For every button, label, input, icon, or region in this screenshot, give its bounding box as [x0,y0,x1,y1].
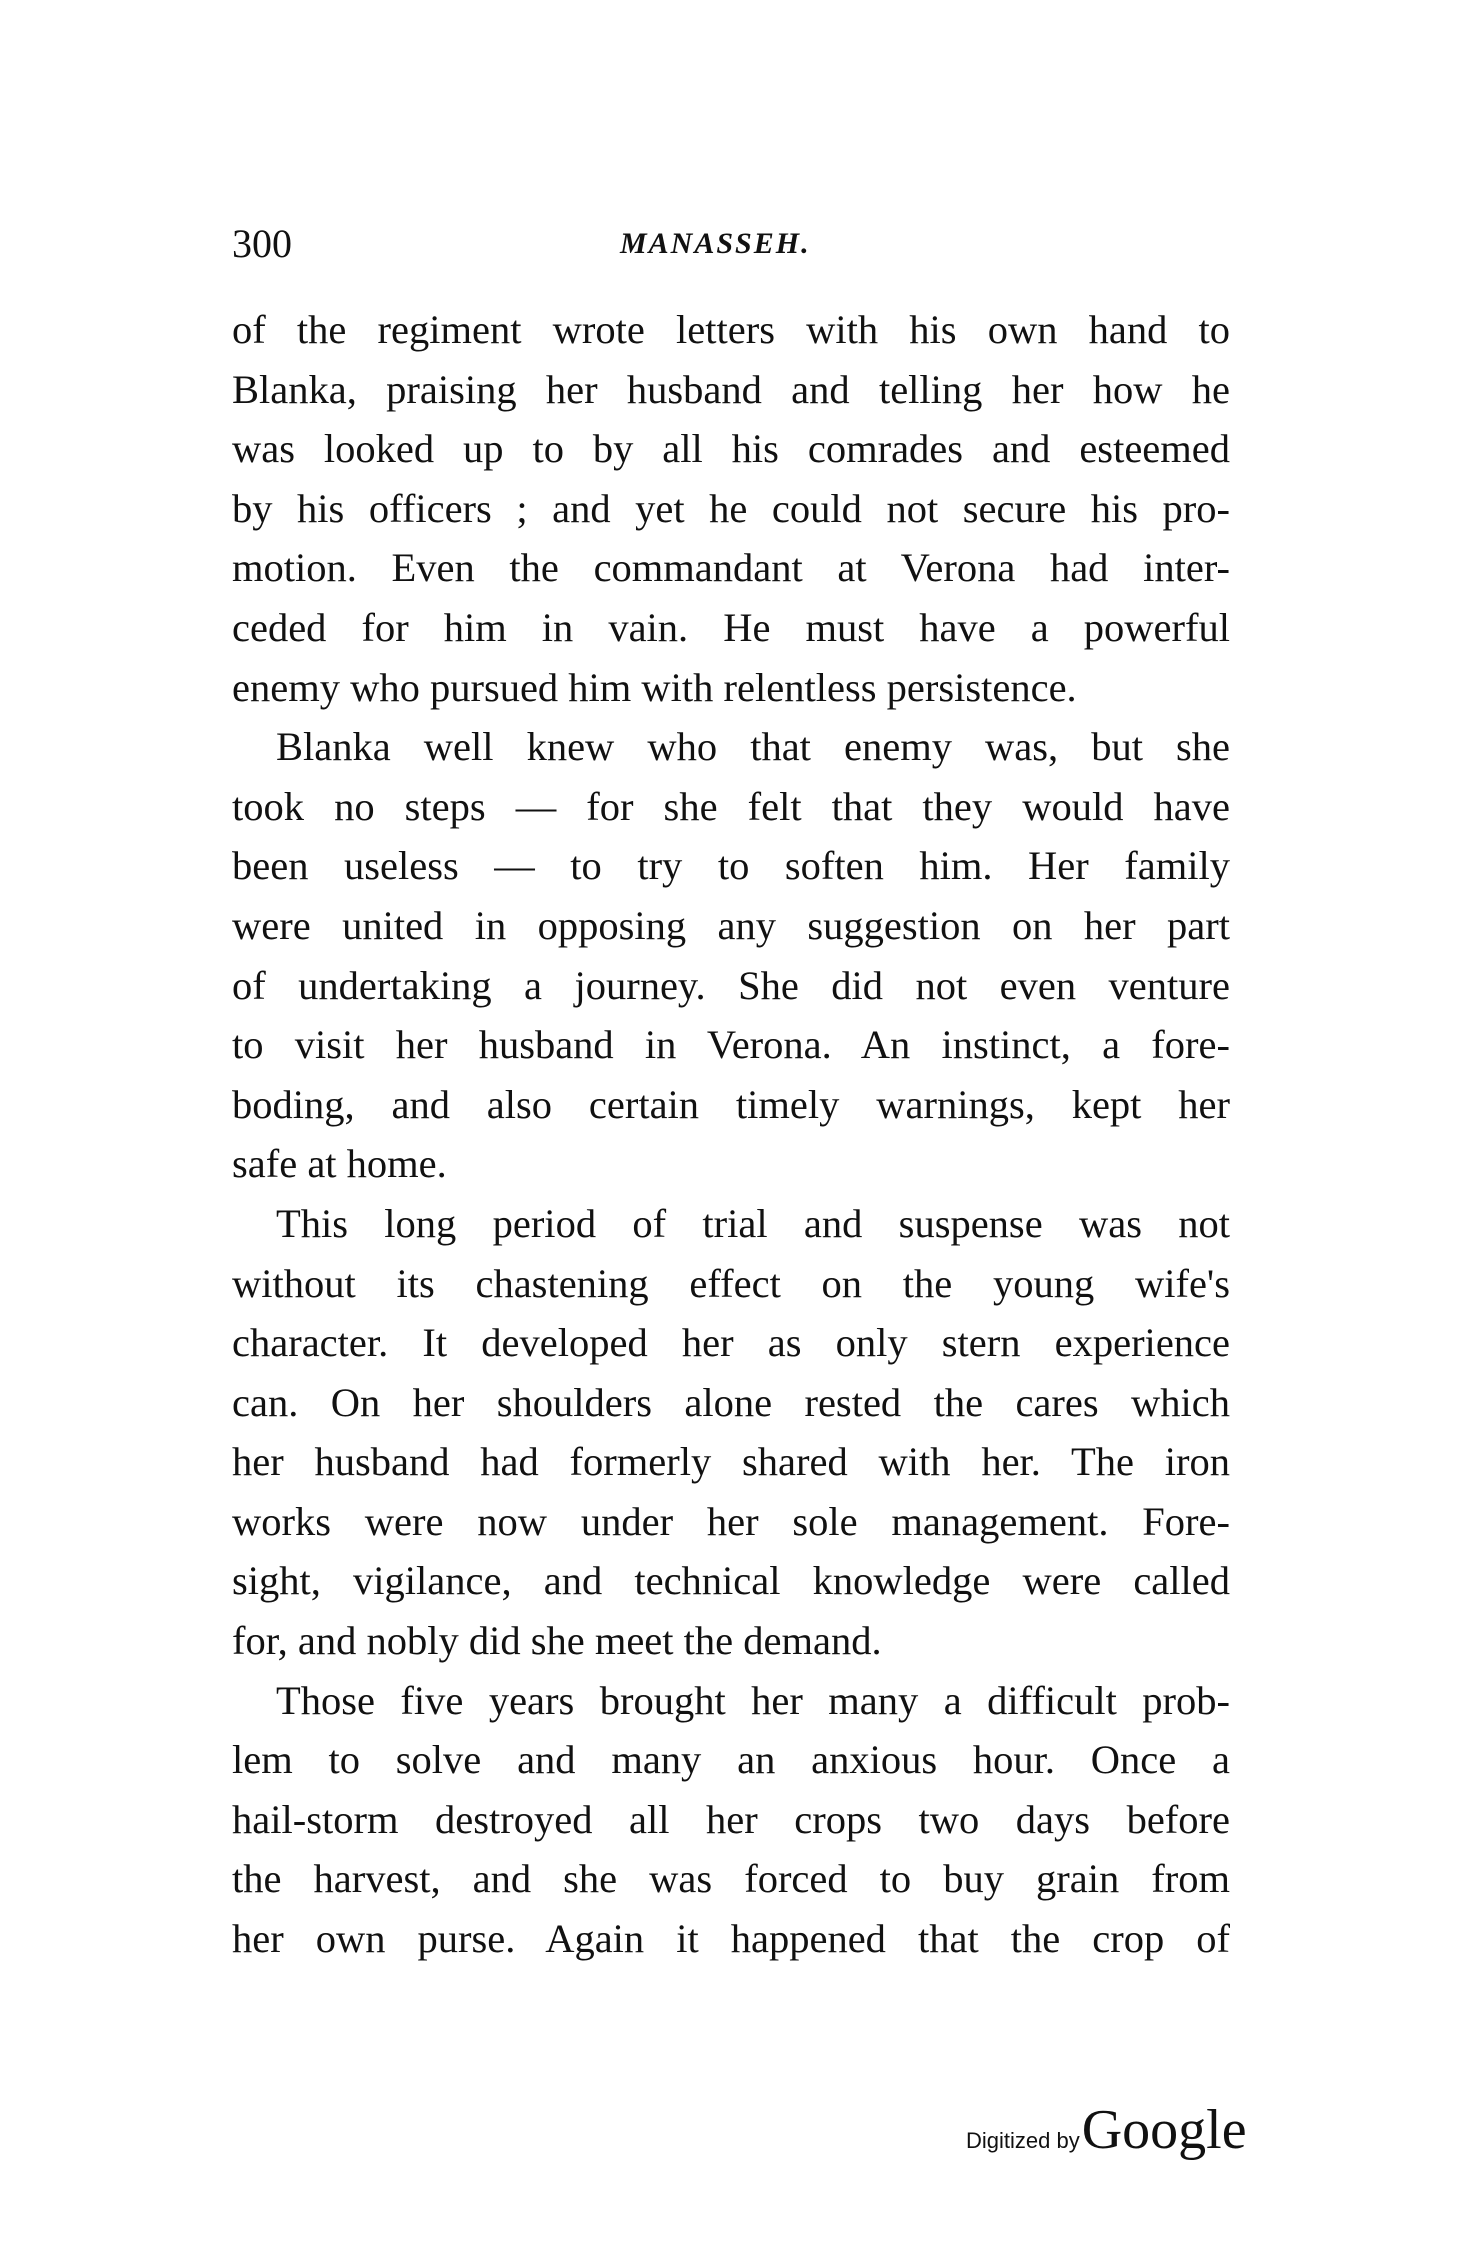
text-line: the harvest, and she was forced to buy grain from [232,1856,1230,1902]
text-line: safe at home. [232,1141,447,1187]
text-line: works were now under her sole management. Fore- [232,1498,1230,1544]
digitized-by-google-watermark [966,2098,1247,2162]
paragraph [232,1671,1230,1969]
google-logo-text: Google [1081,2099,1247,2161]
text-line: to visit her husband in Verona. An instinct, a fore- [232,1022,1230,1068]
body-text [232,300,1230,1969]
text-line: by his officers ; and yet he could not secure his pro- [232,485,1230,531]
text-line: her husband had formerly shared with her. The iron [232,1439,1230,1485]
running-title: MANASSEH. [620,227,811,260]
text-line: sight, vigilance, and technical knowledge were called [232,1558,1230,1604]
text-line: her own purse. Again it happened that the crop of [232,1916,1230,1962]
text-line: enemy who pursued him with relentless persistence. [232,664,1077,710]
text-line: Blanka, praising her husband and telling her how he [232,366,1230,412]
paragraph [232,717,1230,1194]
text-line: Blanka well knew who that enemy was, but she [276,724,1230,770]
text-line: hail-storm destroyed all her crops two days before [232,1796,1230,1842]
text-line: can. On her shoulders alone rested the cares which [232,1379,1230,1425]
text-line: lem to solve and many an anxious hour. Once a [232,1737,1230,1783]
paragraph [232,300,1230,717]
text-line: without its chastening effect on the young wife's [232,1260,1230,1306]
text-line: were united in opposing any suggestion on her part [232,902,1230,948]
text-line: motion. Even the commandant at Verona had inter- [232,545,1230,591]
text-line: This long period of trial and suspense was not [276,1200,1230,1246]
text-line: of the regiment wrote letters with his own hand to [232,307,1230,352]
page-number: 300 [232,221,292,266]
text-line: boding, and also certain timely warnings, kept her [232,1081,1230,1127]
text-line: was looked up to by all his comrades and esteemed [232,426,1230,472]
text-line: of undertaking a journey. She did not even venture [232,962,1230,1008]
text-line: Those five years brought her many a difficult prob- [276,1677,1230,1723]
watermark-prefix: Digitized by [966,2128,1080,2153]
text-line: character. It developed her as only stern experience [232,1320,1230,1366]
text-line: ceded for him in vain. He must have a powerful [232,604,1230,650]
text-line: took no steps — for she felt that they would have [232,783,1230,829]
text-line: for, and nobly did she meet the demand. [232,1618,882,1664]
paragraph [232,1194,1230,1671]
text-line: been useless — to try to soften him. Her family [232,843,1230,889]
